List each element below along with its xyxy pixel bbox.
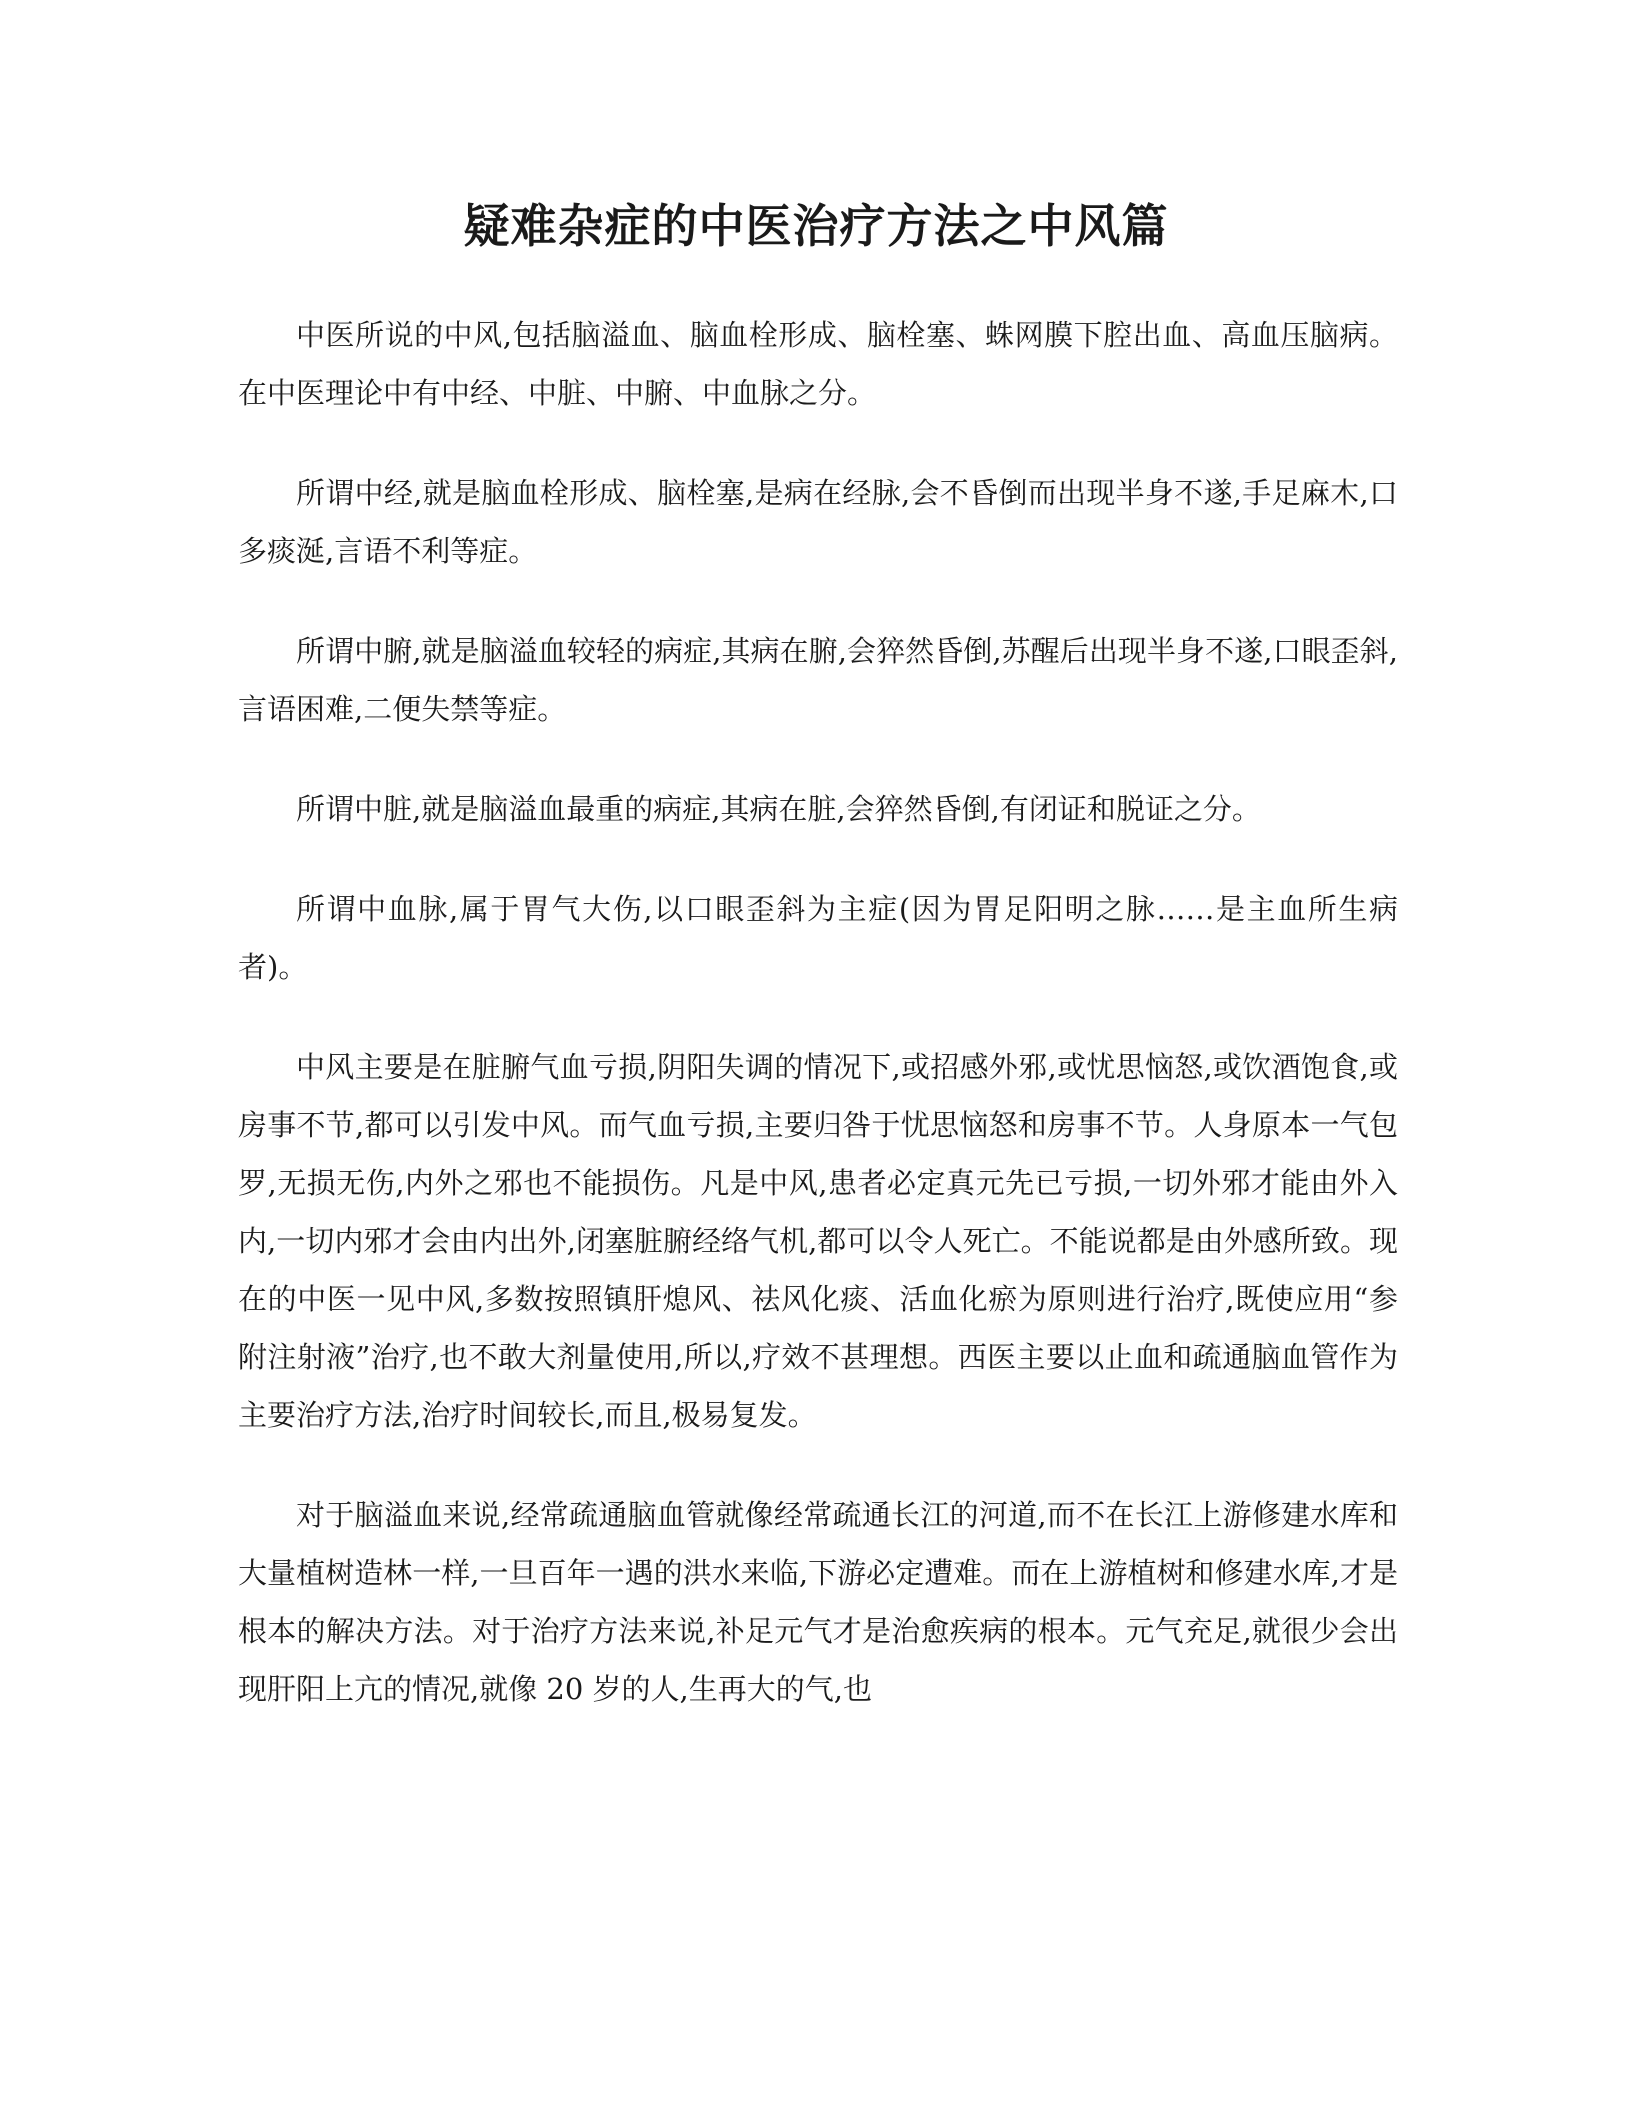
paragraph-1: 中医所说的中风,包括脑溢血、脑血栓形成、脑栓塞、蛛网膜下腔出血、高血压脑病。在中医理论中有中经、中脏、中腑、中血脉之分。 xyxy=(238,318,1398,410)
paragraph-4: 所谓中脏,就是脑溢血最重的病症,其病在脏,会猝然昏倒,有闭证和脱证之分。 xyxy=(296,792,1261,826)
paragraph-7: 对于脑溢血来说,经常疏通脑血管就像经常疏通长江的河道,而不在长江上游修建水库和大量植树造林一样,一旦百年一遇的洪水来临,下游必定遭难。而在上游植树和修建水库,才是根本的解决方法。对于治疗方法来说,补足元气才是治愈疾病的根本。元气充足,就很少会出现肝阳上亢的情况,就像 20 岁的人,生再大的气,也 xyxy=(238,1498,1398,1706)
paragraph-2: 所谓中经,就是脑血栓形成、脑栓塞,是病在经脉,会不昏倒而出现半身不遂,手足麻木,口多痰涎,言语不利等症。 xyxy=(238,476,1398,568)
paragraph-6: 中风主要是在脏腑气血亏损,阴阳失调的情况下,或招感外邪,或忧思恼怒,或饮酒饱食,或房事不节,都可以引发中风。而气血亏损,主要归咎于忧思恼怒和房事不节。人身原本一气包罗,无损无伤,内外之邪也不能损伤。凡是中风,患者必定真元先已亏损,一切外邪才能由外入内,一切内邪才会由内出外,闭塞脏腑经络气机,都可以令人死亡。不能说都是由外感所致。现在的中医一见中风,多数按照镇肝熄风、祛风化痰、活血化瘀为原则进行治疗,既使应用“参附注射液”治疗,也不敢大剂量使用,所以,疗效不甚理想。西医主要以止血和疏通脑血管作为主要治疗方法,治疗时间较长,而且,极易复发。 xyxy=(238,1050,1398,1432)
document-body xyxy=(238,306,1398,1760)
paragraph-3: 所谓中腑,就是脑溢血较轻的病症,其病在腑,会猝然昏倒,苏醒后出现半身不遂,口眼歪斜,言语困难,二便失禁等症。 xyxy=(238,634,1398,726)
paragraph-5: 所谓中血脉,属于胃气大伤,以口眼歪斜为主症(因为胃足阳明之脉……是主血所生病者)。 xyxy=(238,892,1398,984)
page-title: 疑难杂症的中医治疗方法之中风篇 xyxy=(463,199,1169,253)
